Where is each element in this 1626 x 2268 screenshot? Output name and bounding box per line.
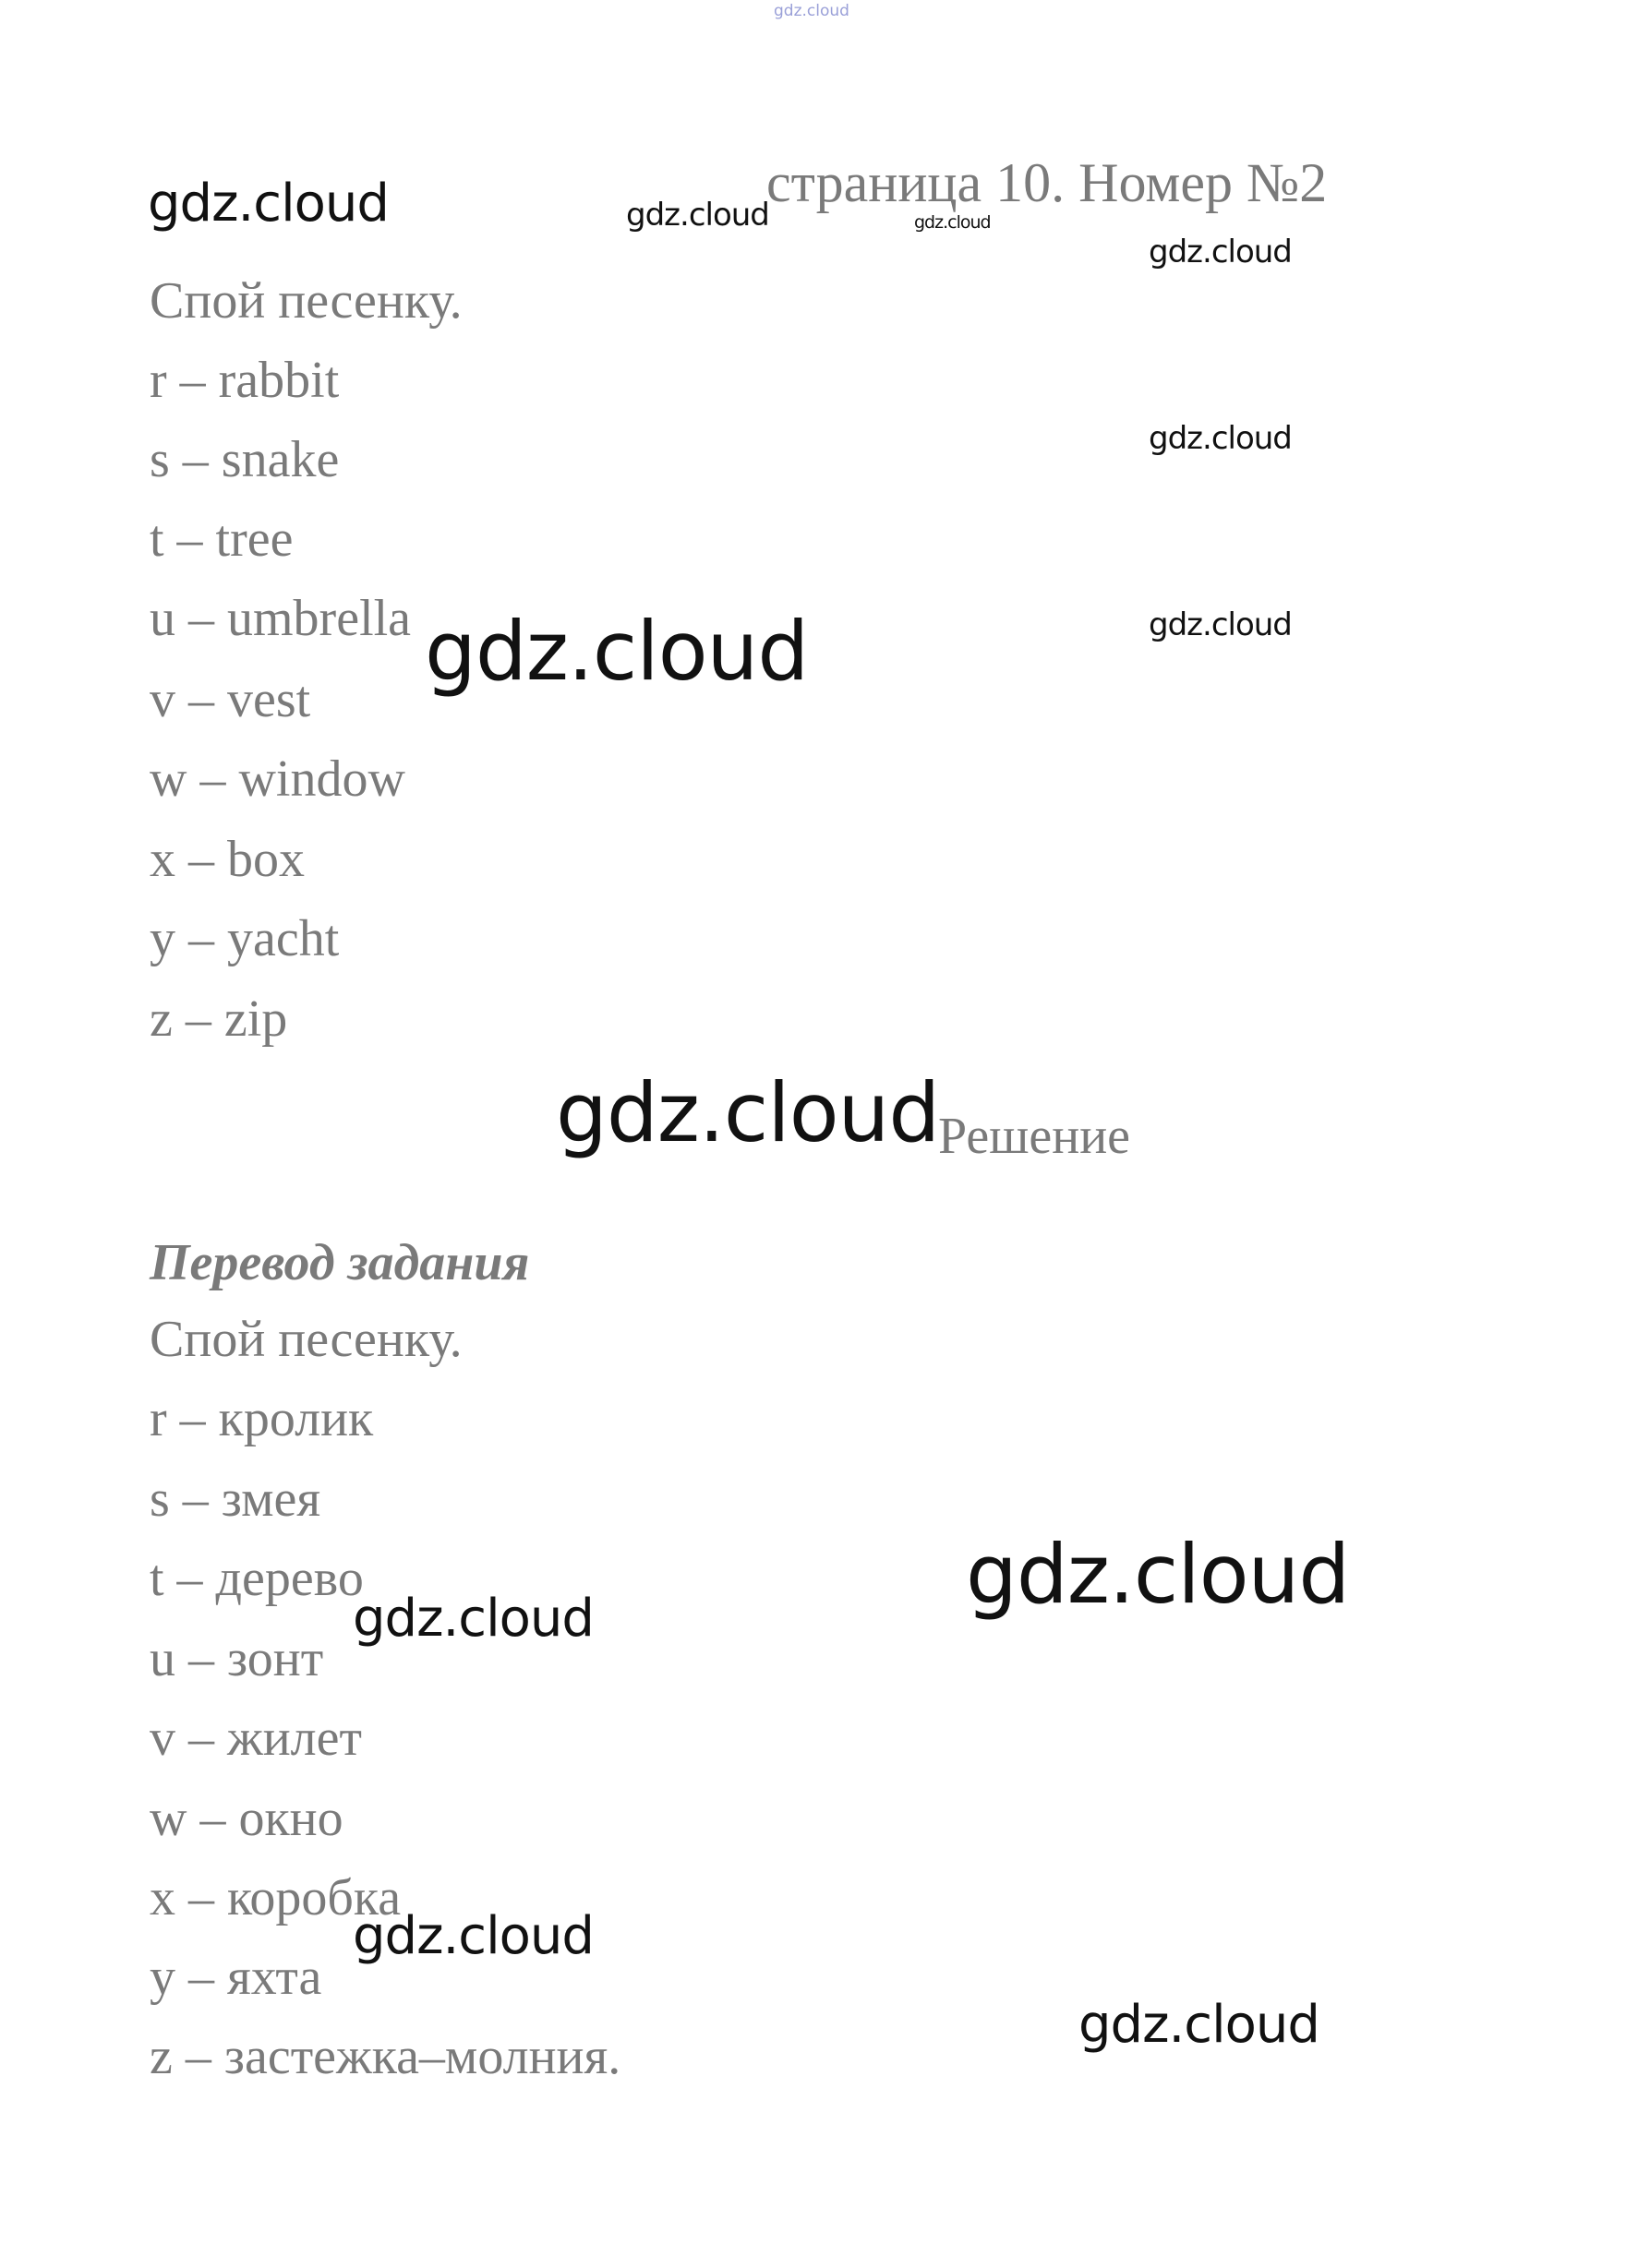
watermark-top: gdz.cloud	[774, 2, 849, 20]
translation-heading: Перевод задания	[150, 1234, 530, 1291]
task-line: t – tree	[150, 510, 294, 568]
task-line: v – vest	[150, 671, 311, 728]
translation-line: v – жилет	[150, 1710, 362, 1767]
watermark: gdz.cloud	[1149, 606, 1292, 643]
watermark: gdz.cloud	[1078, 1995, 1319, 2055]
task-instruction: Спой песенку.	[150, 272, 463, 330]
translation-line: u – зонт	[150, 1630, 324, 1687]
translation-line: r – кролик	[150, 1390, 374, 1447]
translation-line: w – окно	[150, 1790, 343, 1847]
solution-label: Решение	[938, 1108, 1131, 1165]
translation-line: x – коробка	[150, 1869, 402, 1926]
page-heading: страница 10. Номер №2	[766, 152, 1328, 213]
translation-line: t – дерево	[150, 1550, 364, 1607]
task-line: y – yacht	[150, 910, 340, 967]
task-line: r – rabbit	[150, 352, 340, 409]
watermark: gdz.cloud	[1149, 234, 1292, 270]
watermark: gdz.cloud	[556, 1065, 940, 1160]
watermark: gdz.cloud	[353, 1589, 594, 1649]
translation-line: y – яхта	[150, 1949, 322, 2006]
translation-instruction: Спой песенку.	[150, 1311, 463, 1368]
task-line: u – umbrella	[150, 590, 412, 647]
watermark: gdz.cloud	[425, 604, 809, 699]
task-line: z – zip	[150, 990, 288, 1048]
translation-line: z – застежка–молния.	[150, 2028, 621, 2085]
translation-line: s – змея	[150, 1470, 321, 1528]
watermark: gdz.cloud	[966, 1527, 1350, 1622]
watermark: gdz.cloud	[1149, 420, 1292, 457]
watermark: gdz.cloud	[353, 1906, 594, 1966]
watermark: gdz.cloud	[914, 212, 991, 233]
task-line: w – window	[150, 750, 405, 808]
watermark: gdz.cloud	[148, 174, 389, 234]
task-line: x – box	[150, 831, 305, 888]
watermark: gdz.cloud	[626, 197, 769, 234]
task-line: s – snake	[150, 431, 340, 488]
